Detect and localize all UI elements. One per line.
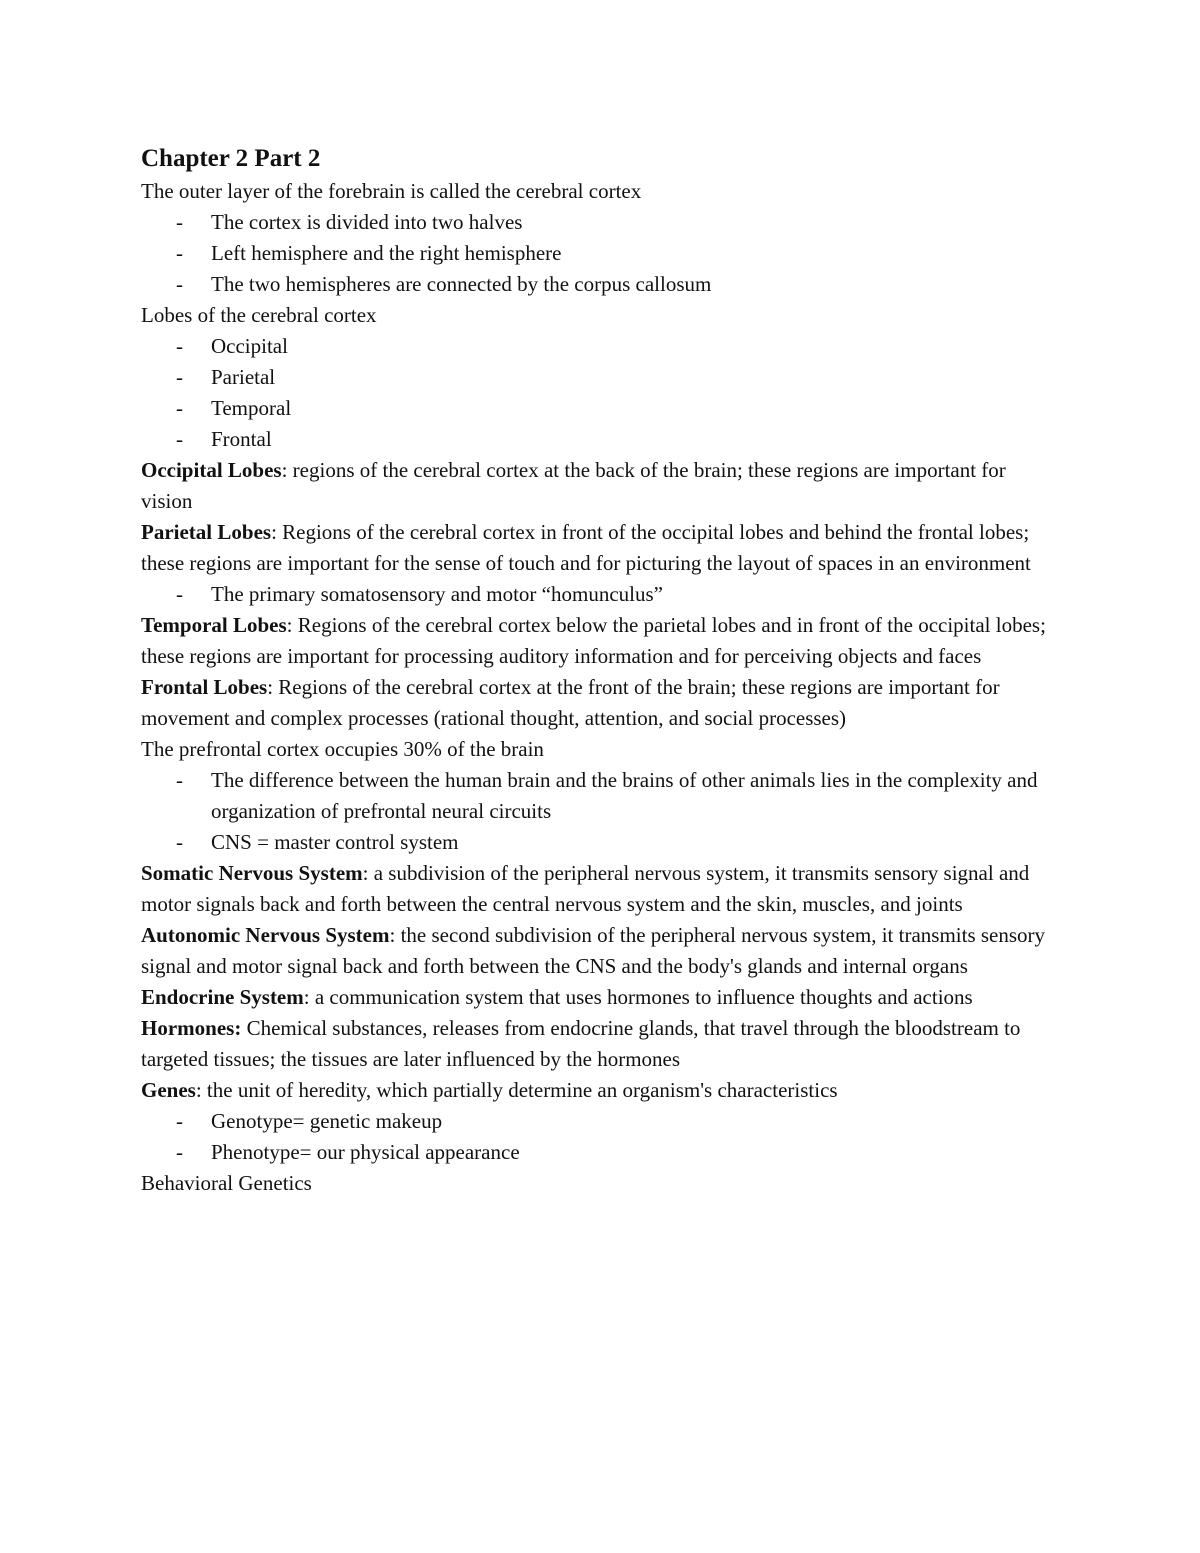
definition-genes [141, 1075, 1061, 1106]
definition-term: Hormones: [141, 1016, 242, 1040]
text-line: The outer layer of the forebrain is called the cerebral cortex [141, 179, 642, 203]
page-title: Chapter 2 Part 2 [141, 145, 321, 172]
text-line: Lobes of the cerebral cortex [141, 303, 377, 327]
bullet-item: - Phenotype= our physical appearance [141, 1137, 1061, 1168]
bullet-marker: - [176, 210, 183, 234]
bullet-marker: - [176, 241, 183, 265]
definition-term: Autonomic Nervous System [141, 923, 390, 947]
bullet-marker: - [176, 396, 183, 420]
bullet-item: - The two hemispheres are connected by the corpus callosum [141, 269, 1061, 300]
bullet-item: - Genotype= genetic makeup [141, 1106, 1061, 1137]
bullet-marker: - [176, 365, 183, 389]
definition-text: : a communication system that uses hormones to influence thoughts and actions [303, 985, 973, 1009]
document-page [141, 142, 1061, 1199]
definition-term: Occipital Lobes [141, 458, 282, 482]
definition-parietal-lobes [141, 517, 1061, 579]
bullet-item: - The primary somatosensory and motor “homunculus” [141, 579, 1061, 610]
definition-term: Endocrine System [141, 985, 304, 1009]
bullet-marker: - [176, 768, 183, 792]
definition-term: Genes [141, 1078, 196, 1102]
definition-somatic-nervous-system [141, 858, 1061, 920]
definition-text: : the unit of heredity, which partially determine an organism's characteristics [195, 1078, 838, 1102]
bullet-item: - Parietal [141, 362, 1061, 393]
definition-text: : a subdivision of the peripheral nervous system, it transmits sensory signal and motor signals back and forth between the central nervous system and the skin, muscles, and joints [141, 861, 1030, 916]
text-line: Behavioral Genetics [141, 1171, 312, 1195]
bullet-marker: - [176, 582, 183, 606]
definition-term: Temporal Lobes [141, 613, 287, 637]
definition-text: : the second subdivision of the peripheral nervous system, it transmits sensory signal and motor signal back and forth between the CNS and the body's glands and internal organs [141, 923, 1046, 978]
definition-term: Somatic Nervous System [141, 861, 363, 885]
definition-text: : Regions of the cerebral cortex at the front of the brain; these regions are important for movement and complex processes (rational thought, attention, and social processes) [141, 675, 1000, 730]
definition-text: : Regions of the cerebral cortex below the parietal lobes and in front of the occipital lobes; these regions are important for processing auditory information and for perceiving objects and faces [141, 613, 1046, 668]
definition-hormones [141, 1013, 1061, 1075]
bullet-item: - CNS = master control system [141, 827, 1061, 858]
definition-frontal-lobes [141, 672, 1061, 734]
bullet-item: - Occipital [141, 331, 1061, 362]
bullet-item: - Left hemisphere and the right hemisphere [141, 238, 1061, 269]
bullet-item: - The difference between the human brain and the brains of other animals lies in the complexity and organization of prefrontal neural circuits [141, 765, 1061, 827]
definition-text: : regions of the cerebral cortex at the back of the brain; these regions are important for vision [141, 458, 1006, 513]
bullet-marker: - [176, 334, 183, 358]
definition-occipital-lobes [141, 455, 1061, 517]
bullet-item: - Frontal [141, 424, 1061, 455]
bullet-marker: - [176, 1140, 183, 1164]
bullet-marker: - [176, 1109, 183, 1133]
bullet-item: - Temporal [141, 393, 1061, 424]
definition-text: : Regions of the cerebral cortex in front of the occipital lobes and behind the frontal lobes; these regions are important for the sense of touch and for picturing the layout of spaces in an environment [141, 520, 1031, 575]
definition-endocrine-system [141, 982, 1061, 1013]
definition-term: Parietal Lobes [141, 520, 272, 544]
definition-term: Frontal Lobes [141, 675, 268, 699]
definition-temporal-lobes [141, 610, 1061, 672]
definition-text: Chemical substances, releases from endocrine glands, that travel through the bloodstream to targeted tissues; the tissues are later influenced by the hormones [141, 1016, 1021, 1071]
bullet-marker: - [176, 830, 183, 854]
bullet-item: - The cortex is divided into two halves [141, 207, 1061, 238]
text-line: The prefrontal cortex occupies 30% of the brain [141, 737, 544, 761]
bullet-marker: - [176, 427, 183, 451]
definition-autonomic-nervous-system [141, 920, 1061, 982]
bullet-marker: - [176, 272, 183, 296]
